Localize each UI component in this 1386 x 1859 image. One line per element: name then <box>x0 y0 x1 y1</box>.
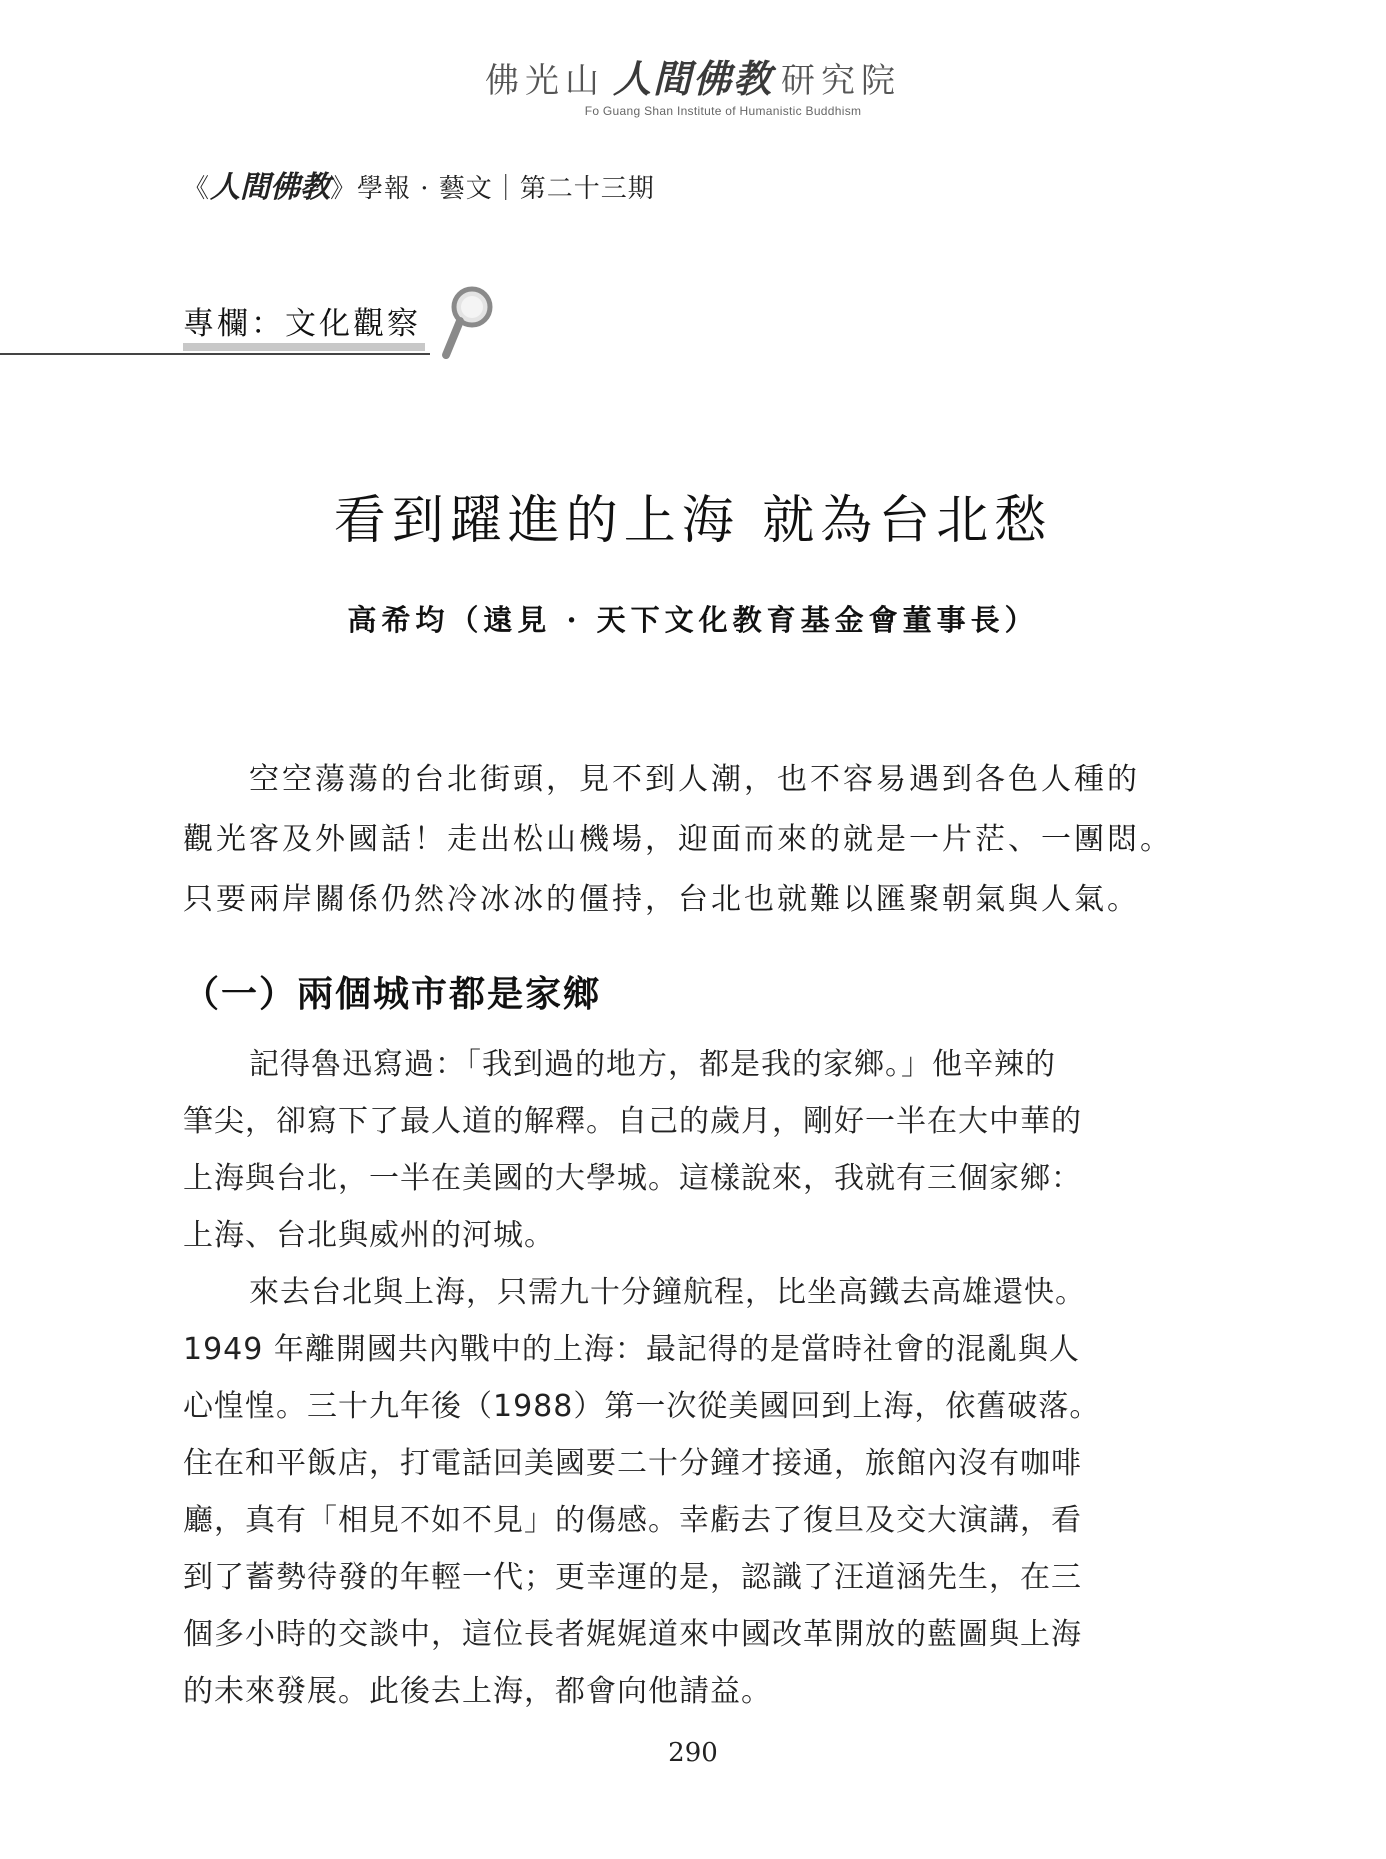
intro-line: 只要兩岸關係仍然冷冰冰的僵持，台北也就難以匯聚朝氣與人氣。 <box>183 882 1140 917</box>
body-line: 住在和平飯店，打電話回美國要二十分鐘才接通，旅館內沒有咖啡 <box>183 1446 1082 1481</box>
journal-running-header <box>183 162 655 206</box>
column-highlight-bar <box>183 343 425 351</box>
institute-brand-logo: 人間佛教 <box>612 56 773 101</box>
body-line: 上海、台北與威州的河城。 <box>183 1218 555 1253</box>
column-label: 專欄：文化觀察 <box>183 306 421 342</box>
intro-paragraph <box>183 750 1183 930</box>
journal-issue: 》學報 · 藝文｜第二十三期 <box>330 174 655 204</box>
body-line: 到了蓄勢待發的年輕一代；更幸運的是，認識了汪道涵先生，在三 <box>183 1560 1082 1595</box>
institute-english-name: Fo Guang Shan Institute of Humanistic Buddhism <box>584 104 862 118</box>
body-line: 筆尖，卻寫下了最人道的解釋。自己的歲月，剛好一半在大中華的 <box>183 1104 1082 1139</box>
institute-suffix: 研究院 <box>781 61 901 101</box>
body-line: 心惶惶。三十九年後（1988）第一次從美國回到上海，依舊破落。 <box>183 1389 1101 1424</box>
article-author: 高希均（遠見 · 天下文化教育基金會董事長） <box>347 603 1039 637</box>
journal-open-bracket: 《 <box>183 174 211 204</box>
body-line: 1949 年離開國共內戰中的上海：最記得的是當時社會的混亂與人 <box>183 1332 1080 1367</box>
body-line: 的未來發展。此後去上海，都會向他請益。 <box>183 1674 772 1709</box>
body-line: 記得魯迅寫過：「我到過的地方，都是我的家鄉。」他辛辣的 <box>249 1047 1056 1082</box>
intro-line: 觀光客及外國話！走出松山機場，迎面而來的就是一片茫、一團悶。 <box>183 822 1173 857</box>
body-line: 廳，真有「相見不如不見」的傷感。幸虧去了復旦及交大演講，看 <box>183 1503 1082 1538</box>
magnifier-icon <box>438 283 498 363</box>
column-rule-line <box>0 353 430 355</box>
page-number: 290 <box>668 1738 718 1768</box>
institute-name <box>0 58 1386 102</box>
body-line: 上海與台北，一半在美國的大學城。這樣說來，我就有三個家鄉： <box>183 1161 1082 1196</box>
intro-line: 空空蕩蕩的台北街頭，見不到人潮，也不容易遇到各色人種的 <box>249 762 1140 797</box>
section-heading: （一）兩個城市都是家鄉 <box>183 973 602 1015</box>
institute-header <box>0 58 1386 118</box>
article-title: 看到躍進的上海 就為台北愁 <box>333 491 1053 551</box>
institute-prefix: 佛光山 <box>484 61 605 101</box>
journal-brand: 人間佛教 <box>210 170 331 205</box>
body-line: 個多小時的交談中，這位長者娓娓道來中國改革開放的藍圖與上海 <box>183 1617 1082 1652</box>
body-text <box>183 1036 1183 1720</box>
body-line: 來去台北與上海，只需九十分鐘航程，比坐高鐵去高雄還快。 <box>249 1275 1086 1310</box>
